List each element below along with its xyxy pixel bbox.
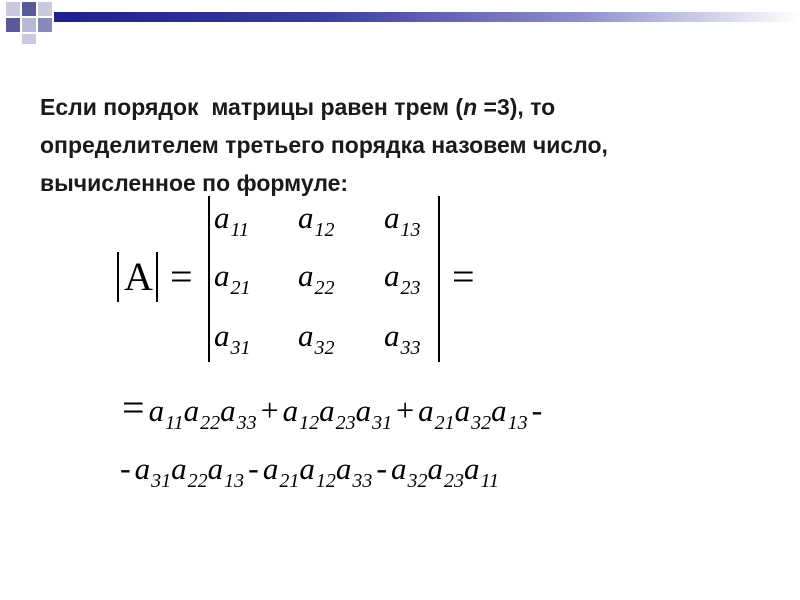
det-bar-left: [208, 196, 210, 362]
header-gradient-bar: [54, 12, 800, 22]
matrix-element: $a_{23}$: [319, 393, 356, 434]
heading-line1-post: =3), то: [477, 94, 556, 120]
product-term: [418, 393, 528, 434]
matrix-cell: [298, 200, 335, 242]
matrix-element: $a_{11}$: [463, 451, 499, 492]
matrix-cell: [298, 318, 335, 360]
heading-line2: определителем третьего порядка назовем число,: [40, 132, 608, 158]
heading-line3: вычисленное по формуле:: [40, 170, 349, 196]
matrix-element: $a_{21}$: [418, 393, 455, 434]
matrix-cell: [384, 258, 421, 300]
matrix-element: $a_{11}$: [214, 200, 250, 241]
matrix-cell: [298, 258, 335, 300]
decor-square: [6, 18, 20, 32]
matrix-element: $a_{12}$: [299, 451, 336, 492]
matrix-element: $a_{23}$: [384, 258, 421, 299]
operator: +: [260, 392, 279, 428]
matrix-element: $a_{13}$: [491, 393, 528, 434]
matrix-element: $a_{22}$: [171, 451, 208, 492]
decor-square: [38, 2, 52, 16]
slide-heading: [40, 88, 780, 202]
abs-bar-left: [117, 252, 119, 302]
product-term: [262, 451, 373, 492]
matrix-cell: [384, 200, 421, 242]
matrix-element: $a_{13}$: [384, 200, 421, 241]
matrix-element: $a_{12}$: [298, 200, 335, 241]
matrix-element: $a_{11}$: [148, 393, 184, 434]
expansion-suffix: -: [531, 392, 543, 428]
matrix-element: $a_{21}$: [262, 451, 300, 492]
matrix-element: $a_{32}$: [454, 393, 492, 434]
heading-line1-var: n: [463, 94, 478, 120]
decor-square: [22, 18, 36, 32]
matrix-element: $a_{33}$: [384, 318, 421, 359]
product-term: [390, 451, 499, 492]
matrix-element: $a_{33}$: [220, 393, 257, 434]
matrix-element: $a_{12}$: [282, 393, 320, 434]
operator: -: [376, 450, 387, 486]
heading-line1-pre: Если порядок матрицы равен трем (: [40, 94, 464, 120]
decor-square: [22, 2, 36, 16]
equals-sign: =: [170, 254, 193, 299]
expansion-line-1: [118, 384, 546, 435]
matrix-element: $a_{13}$: [207, 451, 245, 492]
matrix-element: $a_{31}$: [134, 451, 172, 492]
matrix-element: $a_{23}$: [427, 451, 464, 492]
matrix-element: $a_{32}$: [390, 451, 428, 492]
decor-square: [6, 2, 20, 16]
determinant-label: A: [124, 254, 153, 299]
matrix-cell: [214, 258, 251, 300]
decor-square: [22, 34, 36, 44]
operator: +: [396, 392, 415, 428]
equals-sign: =: [452, 254, 475, 299]
matrix-element: $a_{22}$: [183, 393, 221, 434]
matrix-element: $a_{32}$: [298, 318, 335, 359]
abs-bar-right: [156, 252, 158, 302]
matrix-element: $a_{21}$: [214, 258, 251, 299]
product-term: [148, 393, 257, 434]
decor-square: [38, 18, 52, 32]
product-term: [134, 451, 245, 492]
det-bar-right: [438, 196, 440, 362]
operator: -: [248, 450, 259, 486]
expansion-prefix: =: [122, 385, 145, 430]
matrix-element: $a_{22}$: [298, 258, 335, 299]
matrix-cell: [384, 318, 421, 360]
matrix-element: $a_{31}$: [355, 393, 393, 434]
matrix-cell: [214, 200, 249, 242]
matrix-cell: [214, 318, 251, 360]
expansion-line-2: [116, 450, 499, 493]
product-term: [282, 393, 393, 434]
slide-header-decoration: [0, 0, 800, 46]
matrix-element: $a_{33}$: [335, 451, 373, 492]
matrix-element: $a_{31}$: [214, 318, 251, 359]
expansion-prefix: -: [120, 450, 131, 486]
